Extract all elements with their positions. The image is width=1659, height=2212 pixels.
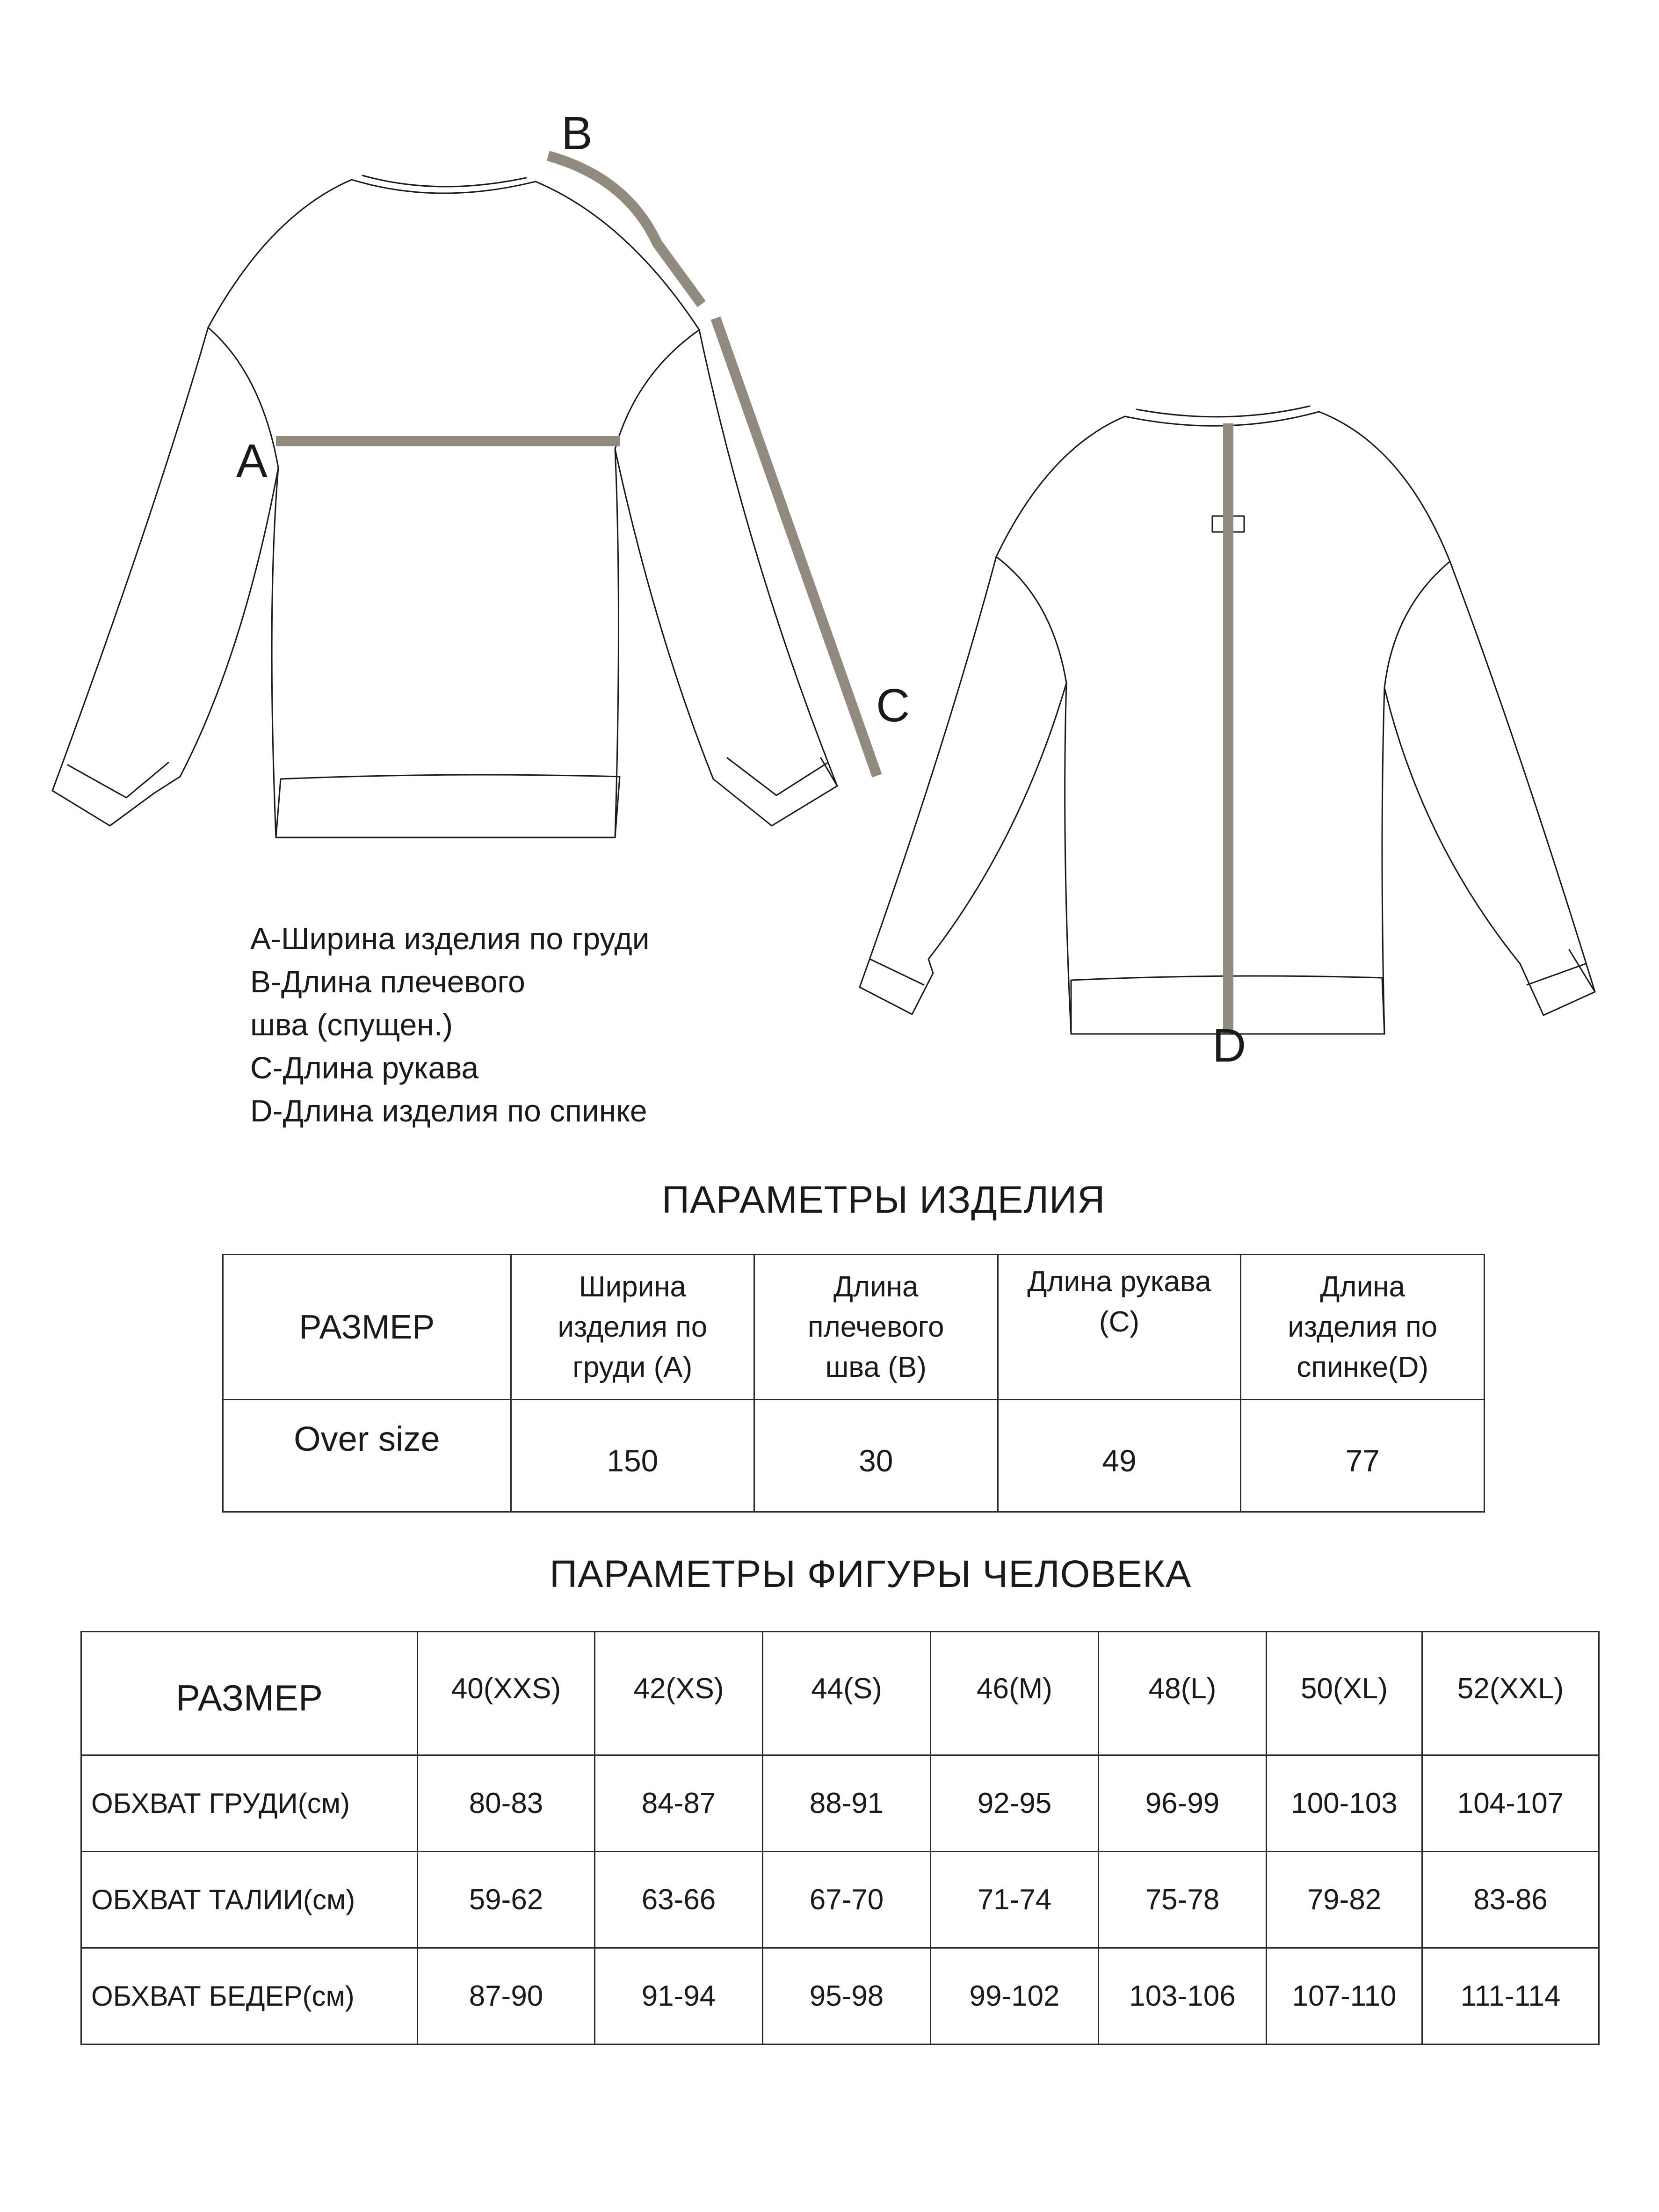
product-params-title: ПАРАМЕТРЫ ИЗДЕЛИЯ [662,1179,1106,1221]
back-left-armhole [996,557,1066,683]
back-right-cuff [1520,950,1595,1015]
size-col-46: 46(M) [931,1632,1099,1755]
back-left-sleeve-inner [928,683,1066,959]
front-left-sleeve-outer [52,327,208,791]
front-left-cuff [52,777,180,826]
back-right-sleeve-outer [1450,561,1595,992]
legend-item-b-cont: шва (спущен.) [250,1007,453,1042]
table-cell: 95-98 [763,1948,931,2045]
label-a: A [236,435,268,487]
label-c: C [876,679,910,732]
front-right-armhole [615,330,699,449]
back-right-sleeve-inner [1384,688,1520,964]
value-chest-width: 150 [511,1400,754,1512]
table-cell: 79-82 [1267,1852,1422,1948]
table-cell: 63-66 [595,1852,763,1948]
back-neckband [1137,406,1310,417]
size-header-cell [223,1255,511,1400]
size-col-52: 52(XXL) [1422,1632,1599,1755]
front-left-cuff-seam [68,763,168,798]
back-neckline [1125,412,1319,426]
table-cell: 75-78 [1099,1852,1267,1948]
front-body-right [615,449,619,837]
col-header-shoulder-length [754,1255,998,1400]
label-d: D [1212,1019,1246,1072]
legend-item-b: B-Длина плечевого [250,964,525,999]
figure-params-title: ПАРАМЕТРЫ ФИГУРЫ ЧЕЛОВЕКА [550,1553,1192,1595]
back-right-shoulder [1319,412,1450,561]
measurement-legend [250,917,650,1132]
col-header-line: Длина [833,1270,919,1303]
back-left-shoulder [996,416,1125,557]
row-label-chest: ОБХВАТ ГРУДИ(см) [81,1755,418,1852]
legend-item-d: D-Длина изделия по спинке [250,1093,647,1128]
front-left-shoulder [208,180,352,327]
col-header-line: груди (А) [572,1351,693,1383]
table-cell: 84-87 [595,1755,763,1852]
row-label-hips: ОБХВАТ БЕДЕР(см) [81,1948,418,2045]
col-header-sleeve-length [998,1255,1241,1400]
table-cell: 88-91 [763,1755,931,1852]
front-waistband [276,775,620,837]
front-body-left [272,468,278,837]
size-col-42: 42(XS) [595,1632,763,1755]
table-cell: 99-102 [931,1948,1099,2045]
col-header-line: Длина рукава [1027,1266,1211,1298]
size-header: РАЗМЕР [299,1308,435,1346]
table-cell: 83-86 [1422,1852,1599,1948]
front-right-shoulder [536,182,699,330]
row-label-oversize [223,1400,511,1512]
size-col-40: 40(XXS) [418,1632,595,1755]
size-col-48: 48(L) [1099,1632,1267,1755]
col-header-line: Ширина [579,1270,686,1303]
front-neckband [362,175,526,187]
size-col-44: 44(S) [763,1632,931,1755]
back-right-armhole [1384,561,1450,688]
front-right-sleeve-outer [699,330,837,786]
back-body-left [1065,683,1071,1034]
col-header-line: спинке(D) [1297,1351,1429,1383]
table-cell: 91-94 [595,1948,763,2045]
front-sweatshirt-drawing [52,175,837,837]
table-cell: 80-83 [418,1755,595,1852]
measure-line-b [548,156,702,304]
front-right-sleeve-inner [615,449,713,779]
product-params-table [222,1254,1485,1513]
size-header-cell [81,1632,418,1755]
label-b: B [561,107,593,160]
legend-item-c: C-Длина рукава [250,1050,479,1085]
size-header: РАЗМЕР [175,1677,323,1718]
table-cell: 59-62 [418,1852,595,1948]
value-shoulder-length: 30 [754,1400,998,1512]
table-cell: 92-95 [931,1755,1099,1852]
size-col-50: 50(XL) [1267,1632,1422,1755]
col-header-line: шва (В) [825,1351,927,1383]
front-right-cuff-seam [727,758,828,795]
front-left-sleeve-inner [180,468,278,777]
col-header-line: плечевого [808,1310,944,1343]
col-header-line: изделия по [1288,1310,1438,1343]
table-cell: 67-70 [763,1852,931,1948]
back-left-cuff [860,959,933,1014]
col-header-chest-width [511,1255,754,1400]
value-sleeve-length: 49 [998,1400,1241,1512]
legend-item-a: A-Ширина изделия по груди [250,921,650,956]
table-cell: 71-74 [931,1852,1099,1948]
figure-params-table [80,1631,1600,2045]
table-cell: 100-103 [1267,1755,1422,1852]
row-label-waist: ОБХВАТ ТАЛИИ(см) [81,1852,418,1948]
back-right-cuff-seam [1527,964,1586,985]
row-label: Over size [294,1419,440,1458]
table-cell: 107-110 [1267,1948,1422,2045]
table-cell: 96-99 [1099,1755,1267,1852]
value-back-length: 77 [1241,1400,1485,1512]
col-header-line: (С) [1099,1306,1139,1338]
table-cell: 104-107 [1422,1755,1599,1852]
col-header-back-length [1241,1255,1485,1400]
col-header-line: изделия по [558,1310,708,1343]
table-cell: 111-114 [1422,1948,1599,2045]
measure-line-c [716,318,877,776]
col-header-line: Длина [1320,1270,1405,1303]
table-cell: 87-90 [418,1948,595,2045]
table-cell: 103-106 [1099,1948,1267,2045]
back-left-cuff-seam [870,959,924,985]
